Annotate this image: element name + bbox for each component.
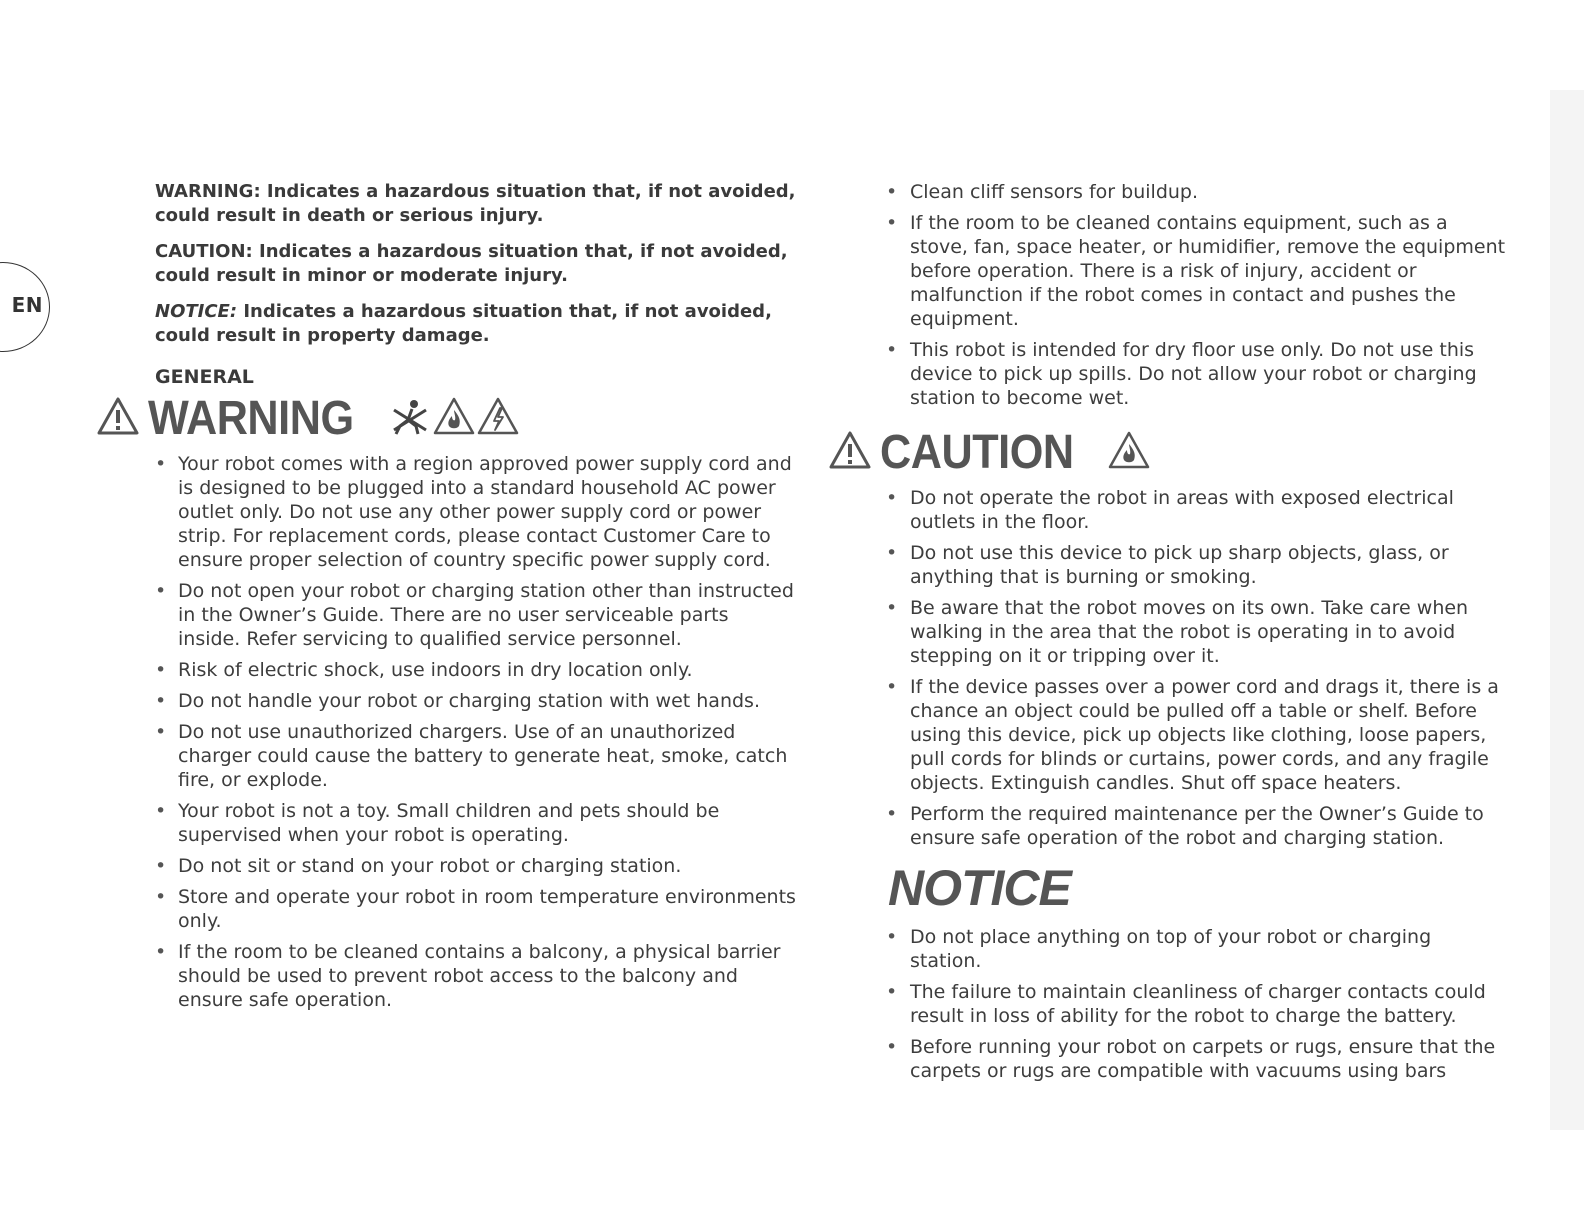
language-tab xyxy=(0,262,50,352)
fire-hazard-icon xyxy=(1107,430,1151,474)
notice-item: • Do not place anything on top of your robot or charging station. xyxy=(828,925,1508,973)
notice-heading xyxy=(828,857,1508,919)
caution-item: • If the device passes over a power cord and drags it, there is a chance an object could be pulled off a table or shelf. Before using this device, pick up objects like clothing, loose papers, pull cords for blinds or curtains, power cords, and any fragile objects. Extinguish candles. Shut off space heaters. xyxy=(828,675,1508,795)
right-column xyxy=(828,180,1508,1090)
notice-item: • The failure to maintain cleanliness of charger contacts could result in loss of ability for the robot to charge the battery. xyxy=(828,980,1508,1028)
definition-warning: WARNING: Indicates a hazardous situation that, if not avoided, could result in death or serious injury. xyxy=(155,181,796,226)
general-item: • If the room to be cleaned contains equipment, such as a stove, fan, space heater, or humidifier, remove the equipment before operation. There is a risk of injury, accident or malfunction if the robot comes in contact and pushes the equipment. xyxy=(828,211,1508,331)
electric-shock-icon xyxy=(476,396,520,440)
warning-item: • If the room to be cleaned contains a balcony, a physical barrier should be used to prevent robot access to the balcony and ensure safe operation. xyxy=(96,940,796,1012)
warning-title: WARNING xyxy=(148,391,354,445)
warning-item: • Do not use unauthorized chargers. Use of an unauthorized charger could cause the battery to generate heat, smoke, catch fire, or explode. xyxy=(96,720,796,792)
caution-heading xyxy=(828,424,1508,480)
definition-caution: CAUTION: Indicates a hazardous situation that, if not avoided, could result in minor or moderate injury. xyxy=(155,241,788,286)
definition-notice: NOTICE: Indicates a hazardous situation that, if not avoided, could result in property damage. xyxy=(155,301,772,346)
caution-triangle-icon xyxy=(828,430,872,474)
notice-title: NOTICE xyxy=(888,860,1071,916)
caution-item: • Be aware that the robot moves on its own. Take care when walking in the area that the robot is operating in to avoid stepping on it or tripping over it. xyxy=(828,596,1508,668)
warning-item: • Your robot is not a toy. Small children and pets should be supervised when your robot is operating. xyxy=(96,799,796,847)
warning-item: • Do not open your robot or charging station other than instructed in the Owner’s Guide. There are no user serviceable parts inside. Refer servicing to qualified service personnel. xyxy=(96,579,796,651)
caution-title: CAUTION xyxy=(880,425,1074,479)
warning-heading xyxy=(96,390,796,446)
warning-item: • Store and operate your robot in room temperature environments only. xyxy=(96,885,796,933)
section-label-general: GENERAL xyxy=(155,366,254,388)
caution-item: • Perform the required maintenance per the Owner’s Guide to ensure safe operation of the robot and charging station. xyxy=(828,802,1508,850)
caution-item: • Do not operate the robot in areas with exposed electrical outlets in the floor. xyxy=(828,486,1508,534)
left-column xyxy=(96,180,796,1019)
caution-list xyxy=(828,486,1508,850)
language-tab-label: EN xyxy=(11,293,43,317)
warning-list xyxy=(96,452,796,1012)
no-entanglement-person-icon xyxy=(388,396,432,440)
fire-hazard-icon xyxy=(432,396,476,440)
warning-item: • Risk of electric shock, use indoors in dry location only. xyxy=(96,658,796,682)
warning-item: • Do not handle your robot or charging station with wet hands. xyxy=(96,689,796,713)
general-item: • Clean cliff sensors for buildup. xyxy=(828,180,1508,204)
page-edge-shadow xyxy=(1550,90,1584,1130)
caution-item: • Do not use this device to pick up sharp objects, glass, or anything that is burning or smoking. xyxy=(828,541,1508,589)
general-continued-list xyxy=(828,180,1508,410)
warning-triangle-icon xyxy=(96,396,140,440)
warning-item: • Do not sit or stand on your robot or charging station. xyxy=(96,854,796,878)
warning-item: • Your robot comes with a region approved power supply cord and is designed to be plugged into a standard household AC power outlet only. Do not use any other power supply cord or power strip. For replacement cords, please contact Customer Care to ensure proper selection of country specific power supply cord. xyxy=(96,452,796,572)
general-item: • This robot is intended for dry floor use only. Do not use this device to pick up spills. Do not allow your robot or charging station to become wet. xyxy=(828,338,1508,410)
notice-item: • Before running your robot on carpets or rugs, ensure that the carpets or rugs are compatible with vacuums using bars xyxy=(828,1035,1508,1083)
notice-list xyxy=(828,925,1508,1083)
